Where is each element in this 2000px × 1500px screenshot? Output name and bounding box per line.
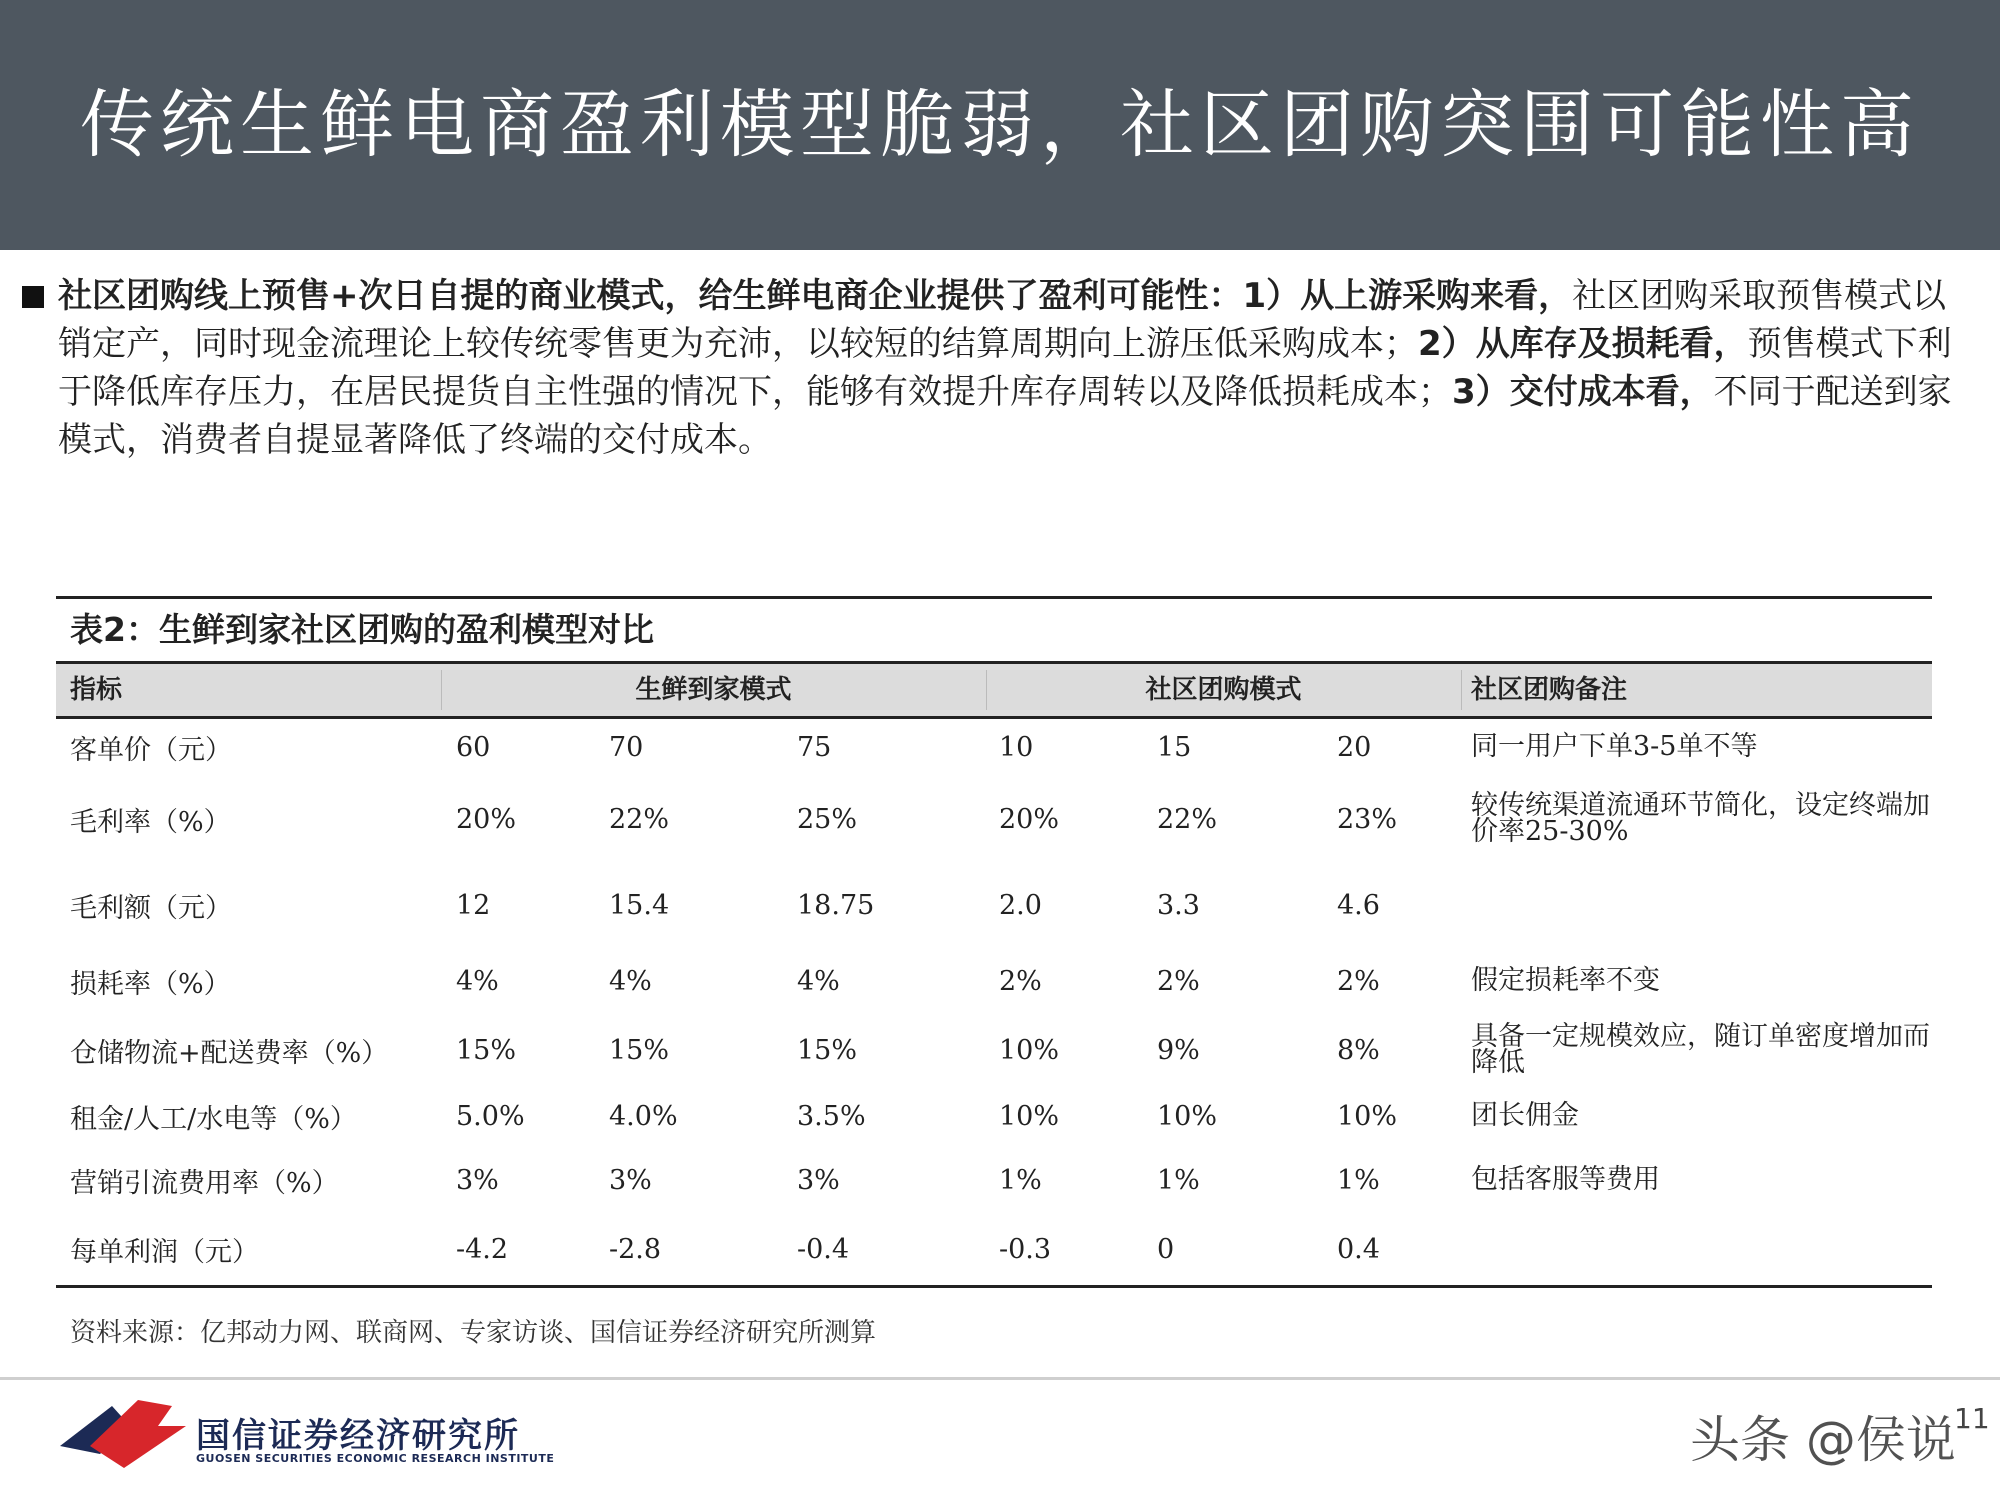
home-delivery-value: 18.75 <box>797 889 875 921</box>
row-note: 包括客服等费用 <box>1471 1164 1660 1195</box>
home-delivery-value: 12 <box>456 889 491 921</box>
community-group-value: 15 <box>1157 731 1192 763</box>
row-label: 每单利润（元） <box>70 1236 259 1268</box>
header-community-group: 社区团购模式 <box>1145 675 1302 705</box>
table-row <box>56 863 1932 947</box>
header-separator <box>1461 670 1462 710</box>
summary-bullet <box>22 272 1972 464</box>
table-row <box>56 775 1932 863</box>
row-note-cell <box>1471 775 1931 863</box>
community-group-value: 1% <box>1337 1164 1380 1196</box>
community-group-value: 2% <box>1337 965 1380 997</box>
row-note-cell <box>1471 1147 1931 1213</box>
community-group-value: 9% <box>1157 1034 1200 1066</box>
summary-point-1-text: 社区团购采取预售模式以销定产，同时现金流理论上较传统零售更为充沛，以较短的结算周期向上游压低采购成本； <box>58 276 1947 364</box>
community-group-value: 3.3 <box>1157 889 1200 921</box>
home-delivery-value: 5.0% <box>456 1100 525 1132</box>
table-row <box>56 947 1932 1015</box>
home-delivery-value: -2.8 <box>609 1233 662 1265</box>
home-delivery-value: 3.5% <box>797 1100 866 1132</box>
summary-text <box>58 272 1972 464</box>
home-delivery-value: -0.4 <box>797 1233 850 1265</box>
summary-point-3-text: 不同于配送到家模式，消费者自提显著降低了终端的交付成本。 <box>58 372 1952 460</box>
table-row <box>56 719 1932 775</box>
community-group-value: 8% <box>1337 1034 1380 1066</box>
community-group-value: 0.4 <box>1337 1233 1380 1265</box>
community-group-value: 1% <box>999 1164 1042 1196</box>
row-note: 假定损耗率不变 <box>1471 965 1660 996</box>
community-group-value: 10% <box>1157 1100 1218 1132</box>
community-group-value: 4.6 <box>1337 889 1380 921</box>
logo-text-en: GUOSEN SECURITIES ECONOMIC RESEARCH INSTITUTE <box>196 1452 555 1465</box>
home-delivery-value: 20% <box>456 803 517 835</box>
home-delivery-value: 15.4 <box>609 889 670 921</box>
row-label: 仓储物流+配送费率（%） <box>70 1037 389 1069</box>
home-delivery-value: 3% <box>797 1164 840 1196</box>
community-group-value: 20% <box>999 803 1060 835</box>
home-delivery-value: 4.0% <box>609 1100 678 1132</box>
home-delivery-value: 15% <box>456 1034 517 1066</box>
slide-header <box>0 0 2000 250</box>
row-note: 较传统渠道流通环节简化，设定终端加价率25-30% <box>1471 790 1930 847</box>
row-note-cell <box>1471 863 1931 947</box>
home-delivery-value: -4.2 <box>456 1233 509 1265</box>
home-delivery-value: 15% <box>797 1034 858 1066</box>
row-label: 营销引流费用率（%） <box>70 1167 339 1199</box>
table-bottom-rule <box>56 1285 1932 1288</box>
home-delivery-value: 3% <box>456 1164 499 1196</box>
home-delivery-value: 60 <box>456 731 491 763</box>
community-group-value: 1% <box>1157 1164 1200 1196</box>
summary-point-1-heading: 社区团购线上预售+次日自提的商业模式，给生鲜电商企业提供了盈利可能性：1）从上游采购来看， <box>58 276 1573 316</box>
summary-point-3-heading: 3）交付成本看， <box>1452 372 1714 412</box>
community-group-value: -0.3 <box>999 1233 1052 1265</box>
home-delivery-value: 4% <box>609 965 652 997</box>
row-note: 同一用户下单3-5单不等 <box>1471 731 1758 762</box>
community-group-value: 10 <box>999 731 1034 763</box>
page-number: 11 <box>1954 1402 1990 1435</box>
row-label: 租金/人工/水电等（%） <box>70 1103 357 1135</box>
community-group-value: 23% <box>1337 803 1398 835</box>
community-group-value: 10% <box>1337 1100 1398 1132</box>
header-home-delivery: 生鲜到家模式 <box>635 675 792 705</box>
row-label: 毛利额（元） <box>70 892 232 924</box>
row-note-cell <box>1471 1015 1931 1085</box>
home-delivery-value: 4% <box>797 965 840 997</box>
community-group-value: 2% <box>999 965 1042 997</box>
table-row <box>56 1015 1932 1085</box>
header-group-note: 社区团购备注 <box>1471 675 1628 705</box>
home-delivery-value: 25% <box>797 803 858 835</box>
guosen-logo-icon <box>60 1396 190 1472</box>
table-caption: 表2：生鲜到家社区团购的盈利模型对比 <box>70 610 654 649</box>
table-row <box>56 1085 1932 1147</box>
community-group-value: 2% <box>1157 965 1200 997</box>
row-note-cell <box>1471 1085 1931 1147</box>
community-group-value: 0 <box>1157 1233 1175 1265</box>
row-label: 客单价（元） <box>70 734 232 766</box>
watermark: 头条 @侯说 <box>1690 1411 1956 1469</box>
home-delivery-value: 22% <box>609 803 670 835</box>
table-body <box>56 719 1932 1285</box>
row-note-cell <box>1471 1213 1931 1285</box>
table-row <box>56 1147 1932 1213</box>
home-delivery-value: 75 <box>797 731 832 763</box>
community-group-value: 20 <box>1337 731 1372 763</box>
row-note-cell <box>1471 947 1931 1015</box>
summary-point-2-text: 预售模式下利于降低库存压力，在居民提货自主性强的情况下，能够有效提升库存周转以及降低损耗成本； <box>58 324 1952 412</box>
community-group-value: 10% <box>999 1100 1060 1132</box>
community-group-value: 10% <box>999 1034 1060 1066</box>
community-group-value: 22% <box>1157 803 1218 835</box>
row-label: 毛利率（%） <box>70 806 231 838</box>
community-group-value: 2.0 <box>999 889 1042 921</box>
profit-model-table <box>56 596 1932 1288</box>
home-delivery-value: 4% <box>456 965 499 997</box>
home-delivery-value: 3% <box>609 1164 652 1196</box>
row-note-cell <box>1471 719 1931 775</box>
header-indicator: 指标 <box>70 675 123 705</box>
footer-divider <box>0 1377 2000 1380</box>
home-delivery-value: 15% <box>609 1034 670 1066</box>
row-note: 具备一定规模效应，随订单密度增加而降低 <box>1471 1021 1930 1078</box>
bullet-square-icon <box>22 286 44 308</box>
source-note: 资料来源：亿邦动力网、联商网、专家访谈、国信证券经济研究所测算 <box>70 1318 877 1348</box>
page-title: 传统生鲜电商盈利模型脆弱，社区团购突围可能性高 <box>80 82 1920 168</box>
home-delivery-value: 70 <box>609 731 644 763</box>
table-header-row <box>56 661 1932 719</box>
logo-text-cn: 国信证券经济研究所 <box>196 1416 520 1456</box>
row-label: 损耗率（%） <box>70 968 231 1000</box>
summary-point-2-heading: 2）从库存及损耗看， <box>1418 324 1748 364</box>
table-row <box>56 1213 1932 1285</box>
row-note: 团长佣金 <box>1471 1100 1579 1131</box>
